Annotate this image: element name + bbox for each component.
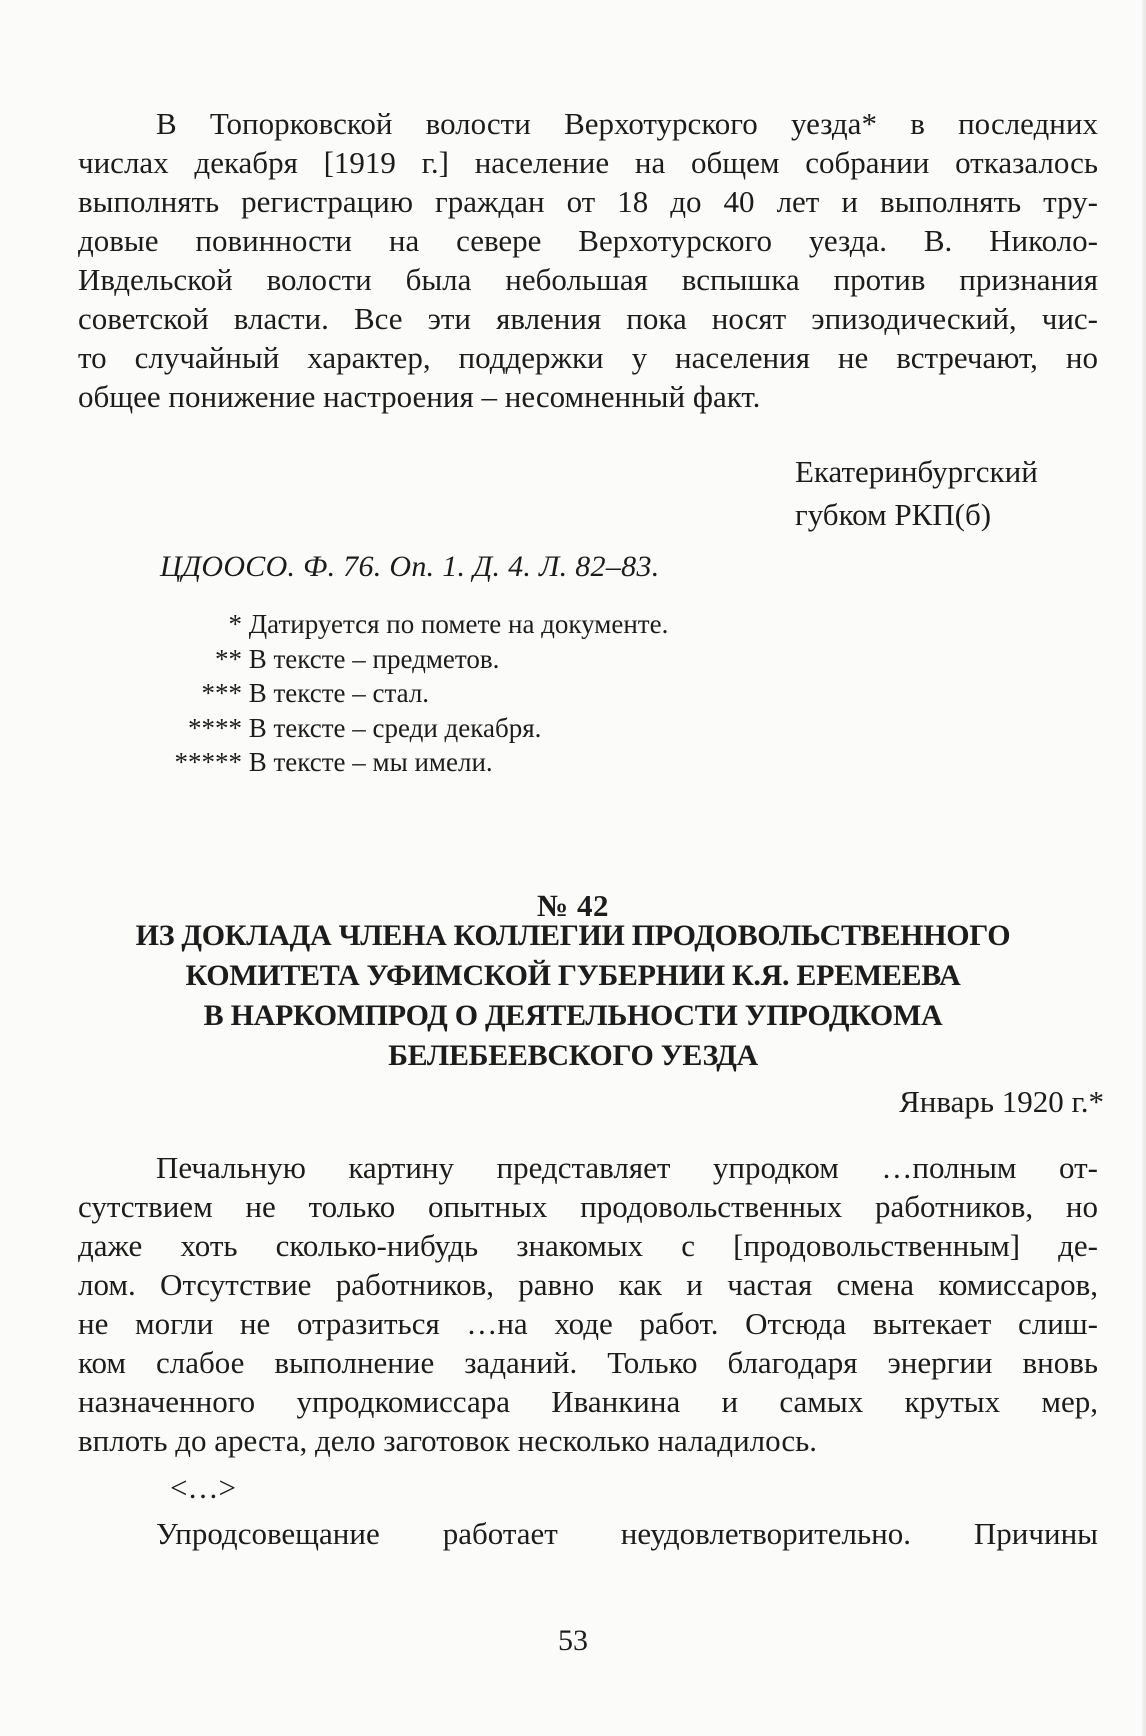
footnote-mark: ***** xyxy=(174,747,242,777)
document-title xyxy=(60,916,1086,1076)
paragraph-line: числах декабря [1919 г.] население на общем собрании отказалось xyxy=(78,145,1098,180)
paragraph-line: Печальную картину представляет упродком …полным от- xyxy=(156,1150,1098,1185)
footnote xyxy=(0,676,1146,711)
paragraph-line: Упродсовещание работает неудовлетворительно. Причины xyxy=(156,1516,1098,1551)
document-title-line: БЕЛЕБЕЕВСКОГО УЕЗДА xyxy=(388,1039,758,1072)
paragraph-topokovskaya xyxy=(78,104,1098,416)
paragraph-line: то случайный характер, поддержки у населения не встречают, но xyxy=(78,340,1098,375)
footnote-mark: * xyxy=(228,609,242,639)
page-edge-shadow xyxy=(1142,0,1146,1736)
footnote-text: В тексте – среди декабря. xyxy=(248,712,542,743)
signature-line-1: Екатеринбургский xyxy=(795,454,1038,489)
paragraph-line: ком слабое выполнение заданий. Только благодаря энергии вновь xyxy=(78,1345,1098,1380)
archive-reference: ЦДООСО. Ф. 76. Оп. 1. Д. 4. Л. 82–83. xyxy=(160,550,660,583)
footnotes xyxy=(0,607,1146,780)
footnote-text: В тексте – предметов. xyxy=(248,643,500,674)
paragraph-line: сутствием не только опытных продовольственных работников, но xyxy=(78,1189,1098,1224)
document-date: Январь 1920 г.* xyxy=(899,1084,1104,1119)
paragraph-line: не могли не отразиться …на ходе работ. Отсюда вытекает слиш- xyxy=(78,1306,1098,1341)
document-number: № 42 xyxy=(537,888,609,923)
paragraph-line: выполнять регистрацию граждан от 18 до 40 лет и выполнять тру- xyxy=(78,184,1098,219)
document-title-line: В НАРКОМПРОД О ДЕЯТЕЛЬНОСТИ УПРОДКОМА xyxy=(203,999,943,1032)
paragraph-uprodsoveshchanie xyxy=(78,1514,1098,1553)
signature-block xyxy=(795,450,1038,536)
paragraph-line: вплоть до ареста, дело заготовок несколько наладилось. xyxy=(78,1423,818,1458)
footnote-text: Датируется по помете на документе. xyxy=(248,609,669,639)
signature-line-2: губком РКП(б) xyxy=(795,497,992,532)
document-title-line: КОМИТЕТА УФИМСКОЙ ГУБЕРНИИ К.Я. ЕРЕМЕЕВА xyxy=(185,959,961,992)
footnote-mark: **** xyxy=(188,712,242,743)
omission-mark: <…> xyxy=(170,1470,236,1505)
paragraph-line: В Топорковской волости Верхотурского уезда* в последних xyxy=(156,106,1098,141)
paragraph-line: даже хоть сколько-нибудь знакомых с [продовольственным] де- xyxy=(78,1228,1098,1263)
paragraph-line: довые повинности на севере Верхотурского уезда. В. Николо- xyxy=(78,223,1098,258)
footnote xyxy=(0,711,1146,746)
paragraph-line: советской власти. Все эти явления пока носят эпизодический, чис- xyxy=(78,301,1098,336)
footnote xyxy=(0,642,1146,677)
footnote xyxy=(0,745,1146,780)
footnote xyxy=(0,607,1146,642)
paragraph-line: лом. Отсутствие работников, равно как и частая смена комиссаров, xyxy=(78,1267,1098,1302)
paragraph-line: назначенного упродкомиссара Иванкина и самых крутых мер, xyxy=(78,1384,1098,1419)
paragraph-line: общее понижение настроения – несомненный факт. xyxy=(78,379,761,414)
paragraph-uprodkom xyxy=(78,1148,1098,1460)
footnote-mark: *** xyxy=(201,678,242,708)
footnote-text: В тексте – мы имели. xyxy=(248,747,493,777)
paragraph-line: Ивдельской волости была небольшая вспышка против признания xyxy=(78,262,1098,297)
footnote-text: В тексте – стал. xyxy=(248,678,430,708)
footnote-mark: ** xyxy=(215,643,242,674)
document-title-line: ИЗ ДОКЛАДА ЧЛЕНА КОЛЛЕГИИ ПРОДОВОЛЬСТВЕННОГО xyxy=(135,919,1011,952)
page-number: 53 xyxy=(558,1624,588,1657)
